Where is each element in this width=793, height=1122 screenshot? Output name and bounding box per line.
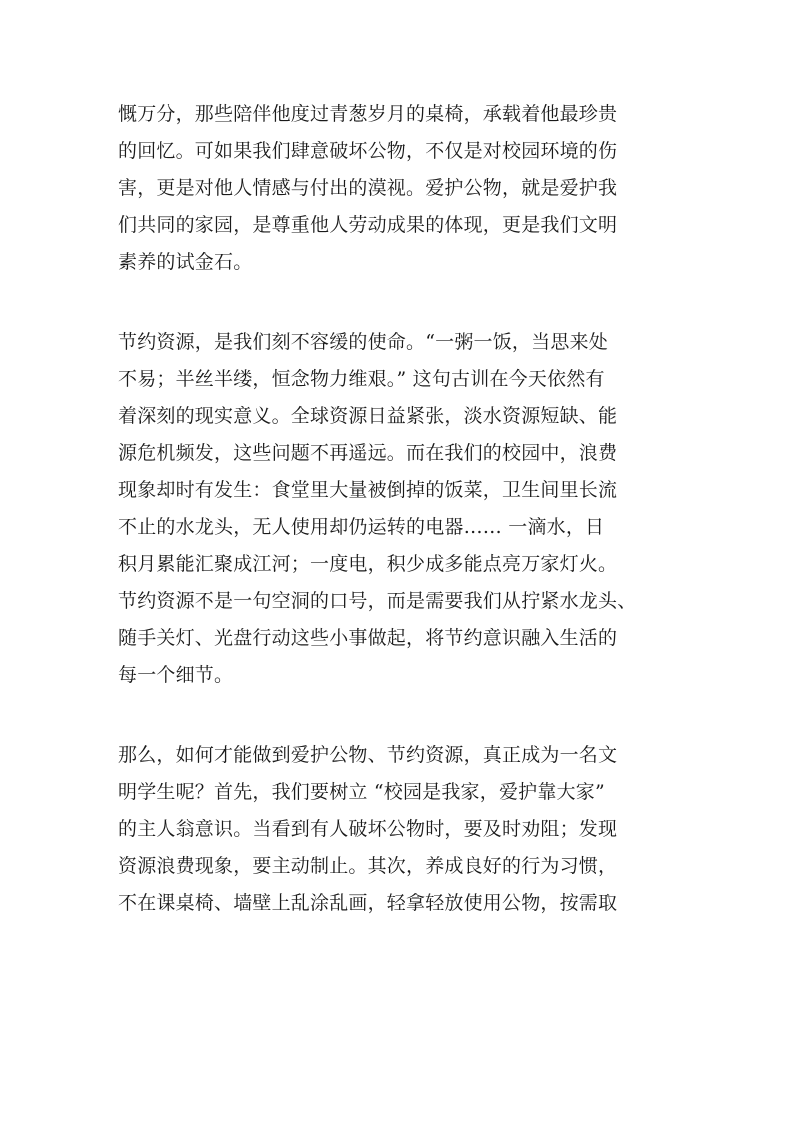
text-line: 慨万分，那些陪伴他度过青葱岁月的桌椅，承载着他最珍贵 — [118, 103, 618, 125]
text-line: 积月累能汇聚成江河；一度电，积少成多能点亮万家灯火。 — [118, 553, 618, 575]
text-line: 明学生呢？首先，我们要树立 “校园是我家，爱护靠大家” — [118, 781, 605, 803]
text-line: 节约资源不是一句空洞的口号，而是需要我们从拧紧水龙头、 — [118, 590, 637, 612]
text-line: 现象却时有发生：食堂里大量被倒掉的饭菜，卫生间里长流 — [118, 479, 618, 501]
text-line: 着深刻的现实意义。全球资源日益紧张，淡水资源短缺、能 — [118, 405, 618, 427]
text-line: 每一个细节。 — [118, 664, 234, 686]
text-line: 们共同的家园，是尊重他人劳动成果的体现，更是我们文明 — [118, 214, 618, 236]
text-line: 害，更是对他人情感与付出的漠视。爱护公物，就是爱护我 — [118, 177, 618, 199]
text-line: 那么，如何才能做到爱护公物、节约资源，真正成为一名文 — [118, 744, 618, 766]
text-line: 的回忆。可如果我们肆意破坏公物，不仅是对校园环境的伤 — [118, 140, 618, 162]
paragraph-how-to-act — [118, 737, 678, 922]
paragraph-saving-resources — [118, 324, 678, 694]
text-line: 随手关灯、光盘行动这些小事做起，将节约意识融入生活的 — [118, 627, 618, 649]
text-line: 资源浪费现象，要主动制止。其次，养成良好的行为习惯， — [118, 855, 618, 877]
text-line: 不在课桌椅、墙壁上乱涂乱画，轻拿轻放使用公物，按需取 — [118, 892, 618, 914]
text-line: 素养的试金石。 — [118, 251, 253, 273]
paragraph-public-property — [118, 96, 678, 281]
text-line: 节约资源，是我们刻不容缓的使命。“一粥一饭，当思来处 — [118, 331, 608, 353]
text-line: 源危机频发，这些问题不再遥远。而在我们的校园中，浪费 — [118, 442, 618, 464]
document-body — [118, 96, 678, 965]
text-line: 不止的水龙头，无人使用却仍运转的电器…… 一滴水，日 — [118, 516, 605, 538]
text-line: 不易；半丝半缕，恒念物力维艰。” 这句古训在今天依然有 — [118, 368, 605, 390]
text-line: 的主人翁意识。当看到有人破坏公物时，要及时劝阻；发现 — [118, 818, 618, 840]
